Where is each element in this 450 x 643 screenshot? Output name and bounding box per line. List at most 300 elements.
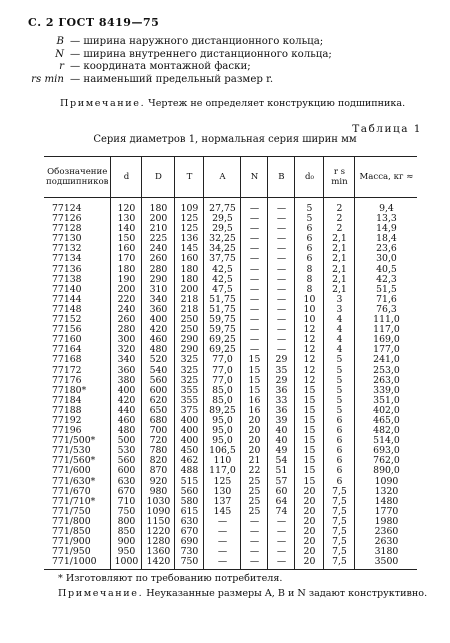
table-cell: 1280 — [142, 537, 175, 547]
table-cell: 20 — [295, 547, 324, 557]
table-cell: — — [204, 517, 241, 527]
bottom-note — [58, 588, 427, 599]
table-cell: 460 — [142, 335, 175, 345]
table-cell: 460 — [111, 416, 142, 426]
table-cell: 260 — [142, 254, 175, 264]
table-cell: 51,5 — [376, 283, 397, 295]
table-cell: 440 — [111, 406, 142, 416]
definition-item — [28, 36, 428, 49]
table-cell: 540 — [142, 366, 175, 376]
table-cell: 530 — [111, 446, 142, 456]
definition-symbol: r — [59, 61, 64, 72]
table-cell: 2 — [324, 224, 355, 234]
table-cell: 340 — [142, 295, 175, 305]
table-cell: 771/800 — [44, 517, 111, 527]
table-cell: — — [241, 305, 268, 315]
table-cell: 5 — [324, 396, 355, 406]
table-cell: 3500 — [355, 557, 418, 570]
table-cell: 218 — [175, 305, 204, 315]
table-cell: 280 — [111, 325, 142, 335]
table-cell: 36 — [268, 386, 295, 396]
table-cell: 2 — [324, 198, 355, 215]
table-cell: 69,25 — [204, 335, 241, 345]
table-cell: 34,25 — [204, 244, 241, 254]
table-cell: 710 — [111, 497, 142, 507]
table-cell: 5 — [295, 214, 324, 224]
table-cell: 7,5 — [324, 507, 355, 517]
table-cell: 515 — [175, 477, 204, 487]
table-cell: 140 — [111, 224, 142, 234]
definition-symbol: rs min — [31, 73, 64, 85]
table-cell: 380 — [111, 376, 142, 386]
table-cell: 12 — [295, 325, 324, 335]
table-cell: — — [268, 557, 295, 570]
table-cell: 480 — [111, 426, 142, 436]
note-text: Чертеж не определяет конструкцию подшипника. — [148, 98, 406, 109]
table-cell: 29,5 — [204, 214, 241, 224]
table-cell: 720 — [142, 436, 175, 446]
table-cell: 13,3 — [376, 213, 397, 225]
table-cell: 77148 — [44, 305, 111, 315]
table-cell: 462 — [175, 456, 204, 466]
table-cell: 12 — [295, 376, 324, 386]
table-cell: 77192 — [44, 416, 111, 426]
table-cell: 180 — [111, 265, 142, 275]
table-cell: 280 — [142, 265, 175, 275]
table-cell: 6 — [295, 234, 324, 244]
table-cell: 1090 — [374, 475, 399, 487]
table-cell: — — [241, 198, 268, 215]
table-cell: 77176 — [44, 376, 111, 386]
table-cell: 16 — [241, 396, 268, 406]
table-cell: 2,1 — [324, 254, 355, 264]
table-cell: — — [268, 275, 295, 285]
table-cell: 77180* — [44, 386, 111, 396]
table-cell: 15 — [295, 416, 324, 426]
table-cell: — — [268, 527, 295, 537]
table-cell: 15 — [241, 386, 268, 396]
table-cell: — — [241, 325, 268, 335]
table-cell: 360 — [142, 305, 175, 315]
table-cell: 77,0 — [204, 355, 241, 365]
table-cell: 375 — [175, 406, 204, 416]
table-cell: — — [241, 315, 268, 325]
table-cell: 7,5 — [324, 547, 355, 557]
table-cell: 4 — [324, 335, 355, 345]
table-cell: 630 — [111, 477, 142, 487]
table-cell: 2,1 — [324, 265, 355, 275]
column-header: N — [241, 157, 268, 198]
table-cell: 1980 — [374, 515, 399, 527]
table-cell: 15 — [295, 456, 324, 466]
table-cell: 630 — [175, 517, 204, 527]
table-cell: 190 — [111, 275, 142, 285]
table-cell: 6 — [324, 416, 355, 426]
table-cell: 6 — [295, 244, 324, 254]
table-cell: 74 — [268, 507, 295, 517]
table-cell: 1320 — [374, 485, 399, 497]
top-note — [60, 98, 405, 109]
table-cell: 117,0 — [373, 324, 400, 336]
table-cell: 22 — [241, 466, 268, 476]
table-cell: — — [268, 325, 295, 335]
table-cell: 241,0 — [373, 354, 400, 366]
table-cell: 77128 — [44, 224, 111, 234]
table-cell: 771/900 — [44, 537, 111, 547]
table-cell: 2,1 — [324, 234, 355, 244]
table-cell: 771/850 — [44, 527, 111, 537]
table-cell: — — [241, 234, 268, 244]
table-cell: 771/1000 — [44, 557, 111, 570]
table-cell: 225 — [142, 234, 175, 244]
table-cell: 30,0 — [376, 253, 397, 265]
table-header-row — [44, 157, 417, 198]
table-cell: 77126 — [44, 214, 111, 224]
definitions-list — [28, 36, 428, 86]
table-cell: 20 — [295, 517, 324, 527]
table-cell: 420 — [111, 396, 142, 406]
table-cell: 6 — [324, 466, 355, 476]
table-cell: 615 — [175, 507, 204, 517]
table-cell: 5 — [324, 355, 355, 365]
table-cell: 15 — [295, 446, 324, 456]
table-cell: 16 — [241, 406, 268, 416]
definition-text: — ширина наружного дистанционного кольца; — [70, 36, 324, 47]
table-cell: — — [268, 315, 295, 325]
table-cell: — — [241, 214, 268, 224]
table-cell: — — [241, 265, 268, 275]
table-cell: 77184 — [44, 396, 111, 406]
table-cell: 580 — [175, 497, 204, 507]
table-cell: 340 — [111, 355, 142, 365]
table-caption: Таблица 1 — [352, 123, 422, 135]
table-cell: 15 — [295, 396, 324, 406]
table-cell: 8 — [295, 265, 324, 275]
table-cell: — — [268, 214, 295, 224]
table-cell: 60 — [268, 487, 295, 497]
table-cell: 850 — [111, 527, 142, 537]
table-row — [44, 537, 417, 547]
table-cell: 77,0 — [204, 366, 241, 376]
table-row — [44, 517, 417, 527]
table-cell: 650 — [142, 406, 175, 416]
table-cell: 71,6 — [376, 293, 397, 305]
table-cell: 263,0 — [373, 374, 400, 386]
bearing-table — [44, 156, 417, 570]
table-row — [44, 507, 417, 517]
table-cell: 25 — [241, 497, 268, 507]
table-cell: 1480 — [374, 495, 399, 507]
table-cell: 77138 — [44, 275, 111, 285]
table-cell: 771/500* — [44, 436, 111, 446]
table-cell: 15 — [295, 436, 324, 446]
table-cell: 310 — [142, 285, 175, 295]
definition-symbol: B — [56, 36, 64, 47]
table-cell: 12 — [295, 366, 324, 376]
table-cell: 600 — [142, 386, 175, 396]
table-cell: 1770 — [374, 505, 399, 517]
table-cell: 2,1 — [324, 285, 355, 295]
table-cell: 18,4 — [376, 233, 397, 245]
table-cell: 77164 — [44, 345, 111, 355]
table-cell: 5 — [324, 366, 355, 376]
table-cell: 77144 — [44, 295, 111, 305]
table-cell: 110 — [204, 456, 241, 466]
table-cell: 36 — [268, 406, 295, 416]
table-cell: 2,1 — [324, 275, 355, 285]
table-cell: 771/560* — [44, 456, 111, 466]
table-cell: 6 — [295, 224, 324, 234]
table-cell: 870 — [142, 466, 175, 476]
table-cell: 29 — [268, 355, 295, 365]
table-cell: 40 — [268, 436, 295, 446]
table-cell: 325 — [175, 355, 204, 365]
table-cell: 20 — [295, 507, 324, 517]
table-cell: — — [268, 295, 295, 305]
table-cell: 177,0 — [373, 344, 400, 356]
table-cell: — — [241, 335, 268, 345]
table-cell: 77130 — [44, 234, 111, 244]
table-cell: 4 — [324, 345, 355, 355]
table-row — [44, 527, 417, 537]
table-cell: 8 — [295, 275, 324, 285]
table-cell: 15 — [241, 355, 268, 365]
table-cell: 7,5 — [324, 527, 355, 537]
table-cell: 54 — [268, 456, 295, 466]
table-cell: 730 — [175, 547, 204, 557]
table-cell: 400 — [111, 386, 142, 396]
table-cell: 2630 — [374, 536, 399, 548]
table-cell: 29,5 — [204, 224, 241, 234]
table-cell: 250 — [175, 325, 204, 335]
footnote: * Изготовляют по требованию потребителя. — [58, 573, 283, 584]
table-cell: 49 — [268, 446, 295, 456]
table-cell: — — [268, 265, 295, 275]
table-cell: 77134 — [44, 254, 111, 264]
table-cell: 360 — [111, 366, 142, 376]
table-cell: 20 — [241, 446, 268, 456]
definition-item — [28, 61, 428, 74]
definition-text: — ширина внутреннего дистанционного кольца; — [70, 48, 332, 60]
column-header: d₀ — [295, 157, 324, 198]
table-cell: 7,5 — [324, 517, 355, 527]
table-cell: 780 — [142, 446, 175, 456]
table-cell: — — [241, 244, 268, 254]
table-cell: 200 — [175, 285, 204, 295]
table-cell: 23,6 — [376, 243, 397, 255]
definition-item — [28, 49, 428, 62]
table-row — [44, 557, 417, 570]
table-cell: 137 — [204, 497, 241, 507]
table-cell: — — [268, 234, 295, 244]
table-cell: 750 — [111, 507, 142, 517]
table-cell: 800 — [111, 517, 142, 527]
table-cell: 27,75 — [204, 198, 241, 215]
table-cell: — — [268, 285, 295, 295]
table-cell: 2,1 — [324, 244, 355, 254]
table-cell: 450 — [175, 446, 204, 456]
table-cell: 95,0 — [204, 416, 241, 426]
table-cell: 6 — [324, 477, 355, 487]
table-cell: 77196 — [44, 426, 111, 436]
table-cell: 125 — [175, 214, 204, 224]
table-cell: — — [241, 345, 268, 355]
column-header: D — [142, 157, 175, 198]
table-cell: 480 — [142, 345, 175, 355]
definition-item — [28, 74, 428, 87]
table-cell: 150 — [111, 234, 142, 244]
table-cell: 7,5 — [324, 537, 355, 547]
table-cell: — — [241, 547, 268, 557]
table-row — [44, 198, 417, 215]
table-cell: — — [241, 295, 268, 305]
table-cell: 29 — [268, 376, 295, 386]
table-cell: 920 — [142, 477, 175, 487]
table-cell: 750 — [175, 557, 204, 570]
table-cell: 4 — [324, 325, 355, 335]
table-cell: 125 — [204, 477, 241, 487]
table-cell: 145 — [204, 507, 241, 517]
table-cell: 77156 — [44, 325, 111, 335]
table-cell: 20 — [295, 487, 324, 497]
table-cell: 325 — [175, 376, 204, 386]
table-cell: 1090 — [142, 507, 175, 517]
column-header: A — [204, 157, 241, 198]
table-cell: 210 — [142, 224, 175, 234]
table-cell: 15 — [295, 477, 324, 487]
table-cell: — — [268, 335, 295, 345]
table-cell: — — [268, 537, 295, 547]
table-cell: 42,5 — [204, 275, 241, 285]
table-cell: 15 — [241, 376, 268, 386]
table-cell: 7,5 — [324, 487, 355, 497]
table-cell: 670 — [175, 527, 204, 537]
table-cell: 35 — [268, 366, 295, 376]
table-cell: 6 — [324, 426, 355, 436]
table-cell: 6 — [324, 456, 355, 466]
table-cell: 1420 — [142, 557, 175, 570]
table-cell: 300 — [111, 335, 142, 345]
table-cell: 20 — [295, 497, 324, 507]
table-cell: 1360 — [142, 547, 175, 557]
table-cell: 200 — [111, 285, 142, 295]
table-cell: 325 — [175, 366, 204, 376]
table-cell: — — [204, 537, 241, 547]
table-cell: 145 — [175, 244, 204, 254]
table-cell: 560 — [142, 376, 175, 386]
table-cell: 77132 — [44, 244, 111, 254]
table-cell: 400 — [175, 436, 204, 446]
table-cell: 12 — [295, 345, 324, 355]
table-cell: — — [268, 345, 295, 355]
table-cell: — — [268, 517, 295, 527]
table-cell: 117,0 — [204, 466, 241, 476]
table-cell: 14,9 — [376, 223, 397, 235]
table-cell: 3180 — [374, 546, 399, 558]
note-label: Примечание. — [58, 588, 144, 599]
table-body — [44, 198, 417, 570]
table-cell: 76,3 — [376, 303, 397, 315]
table-cell: 690 — [175, 537, 204, 547]
table-cell: 240 — [142, 244, 175, 254]
table-row — [44, 547, 417, 557]
table-cell: 85,0 — [204, 396, 241, 406]
table-cell: 2360 — [374, 526, 399, 537]
table-cell: 520 — [142, 355, 175, 365]
table-cell: 771/710* — [44, 497, 111, 507]
table-cell: 120 — [111, 198, 142, 215]
table-cell: 69,25 — [204, 345, 241, 355]
table-cell: 20 — [241, 426, 268, 436]
table-cell: — — [241, 254, 268, 264]
table-cell: 1150 — [142, 517, 175, 527]
table-title: Серия диаметров 1, нормальная серия ширин мм — [93, 134, 357, 145]
table-cell: — — [204, 557, 241, 570]
table-cell: 218 — [175, 295, 204, 305]
table-cell: 169,0 — [373, 334, 400, 346]
table-cell: — — [241, 224, 268, 234]
table-cell: 290 — [175, 335, 204, 345]
table-cell: 351,0 — [373, 394, 400, 406]
table-cell: 111,0 — [373, 314, 400, 326]
table-cell: 109 — [175, 198, 204, 215]
table-cell: 200 — [142, 214, 175, 224]
table-cell: 77,0 — [204, 376, 241, 386]
table-cell: 51,75 — [204, 305, 241, 315]
table-cell: 77168 — [44, 355, 111, 365]
table-cell: 290 — [175, 345, 204, 355]
table-cell: 20 — [241, 436, 268, 446]
table-cell: 89,25 — [204, 406, 241, 416]
table-cell: 25 — [241, 487, 268, 497]
table-cell: 25 — [241, 507, 268, 517]
table-cell: 420 — [142, 325, 175, 335]
table-cell: 15 — [295, 426, 324, 436]
table-cell: 250 — [175, 315, 204, 325]
table-cell: 670 — [111, 487, 142, 497]
table-cell: 57 — [268, 477, 295, 487]
table-cell: 8 — [295, 285, 324, 295]
column-header: T — [175, 157, 204, 198]
table-cell: 560 — [111, 456, 142, 466]
table-cell: 95,0 — [204, 426, 241, 436]
table-cell: 240 — [111, 305, 142, 315]
table-cell: 15 — [295, 466, 324, 476]
table-cell: 700 — [142, 426, 175, 436]
table-cell: — — [268, 305, 295, 315]
table-cell: 488 — [175, 466, 204, 476]
page-header: С. 2 ГОСТ 8419—75 — [28, 16, 160, 29]
table-cell: 12 — [295, 335, 324, 345]
table-cell: 2 — [324, 214, 355, 224]
table-cell: 10 — [295, 295, 324, 305]
table-cell: — — [268, 224, 295, 234]
column-header: Масса, кг ≈ — [355, 157, 418, 198]
table-cell: 5 — [324, 386, 355, 396]
table-cell: 6 — [295, 254, 324, 264]
table-cell: 42,5 — [204, 265, 241, 275]
table-cell: 514,0 — [373, 435, 400, 447]
table-cell: 40 — [268, 426, 295, 436]
table-cell: — — [241, 557, 268, 570]
table-cell: — — [241, 527, 268, 537]
table-row — [44, 355, 417, 365]
table-cell: 771/600 — [44, 466, 111, 476]
table-cell: 6 — [324, 446, 355, 456]
column-header: d — [111, 157, 142, 198]
table-cell: 355 — [175, 386, 204, 396]
table-cell: 771/950 — [44, 547, 111, 557]
